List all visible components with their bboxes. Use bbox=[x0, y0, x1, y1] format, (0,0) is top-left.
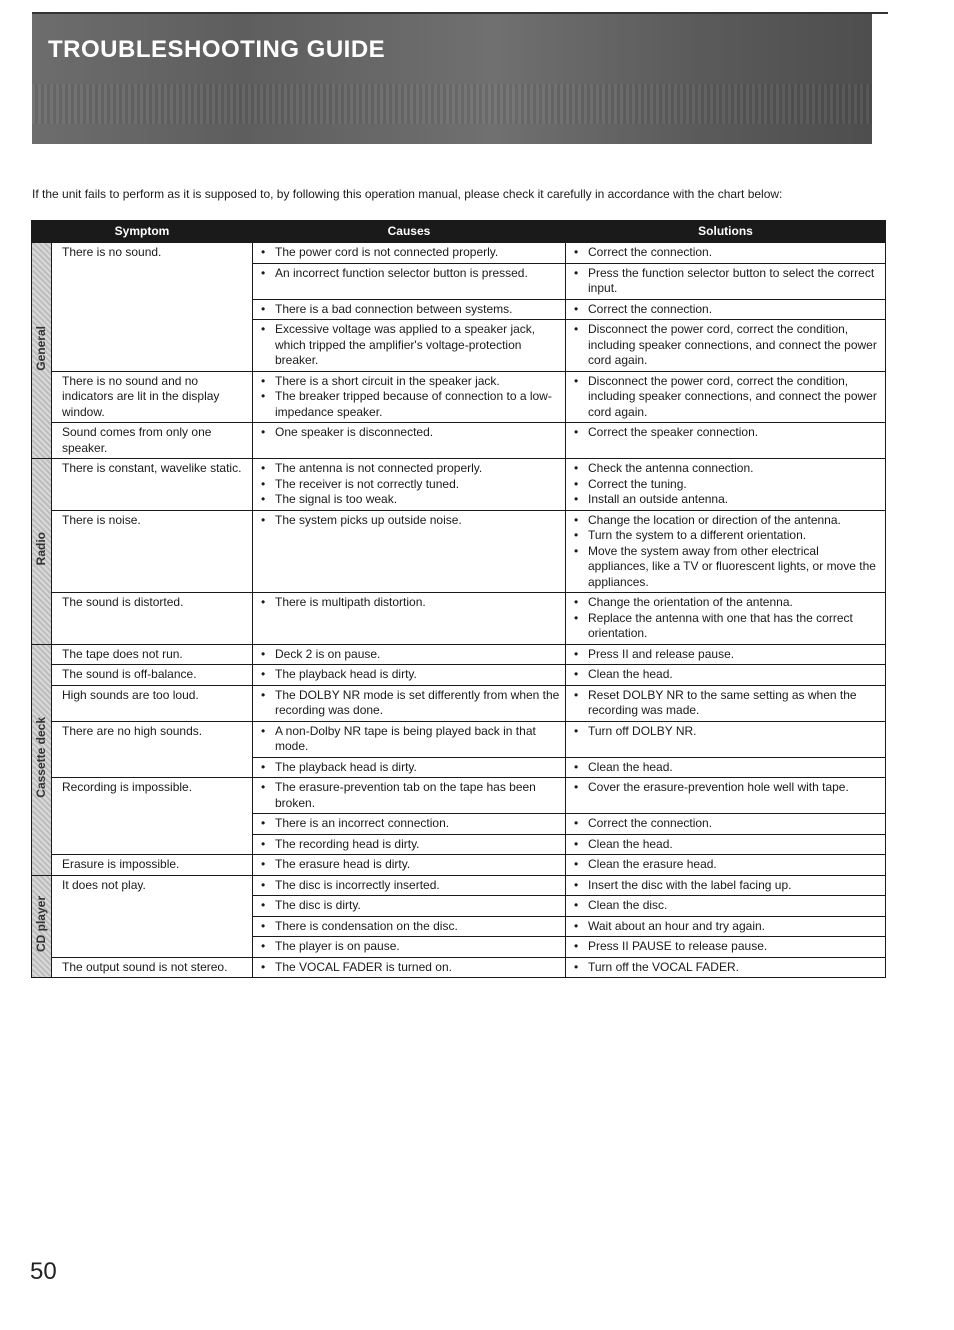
solutions-cell bbox=[566, 371, 886, 423]
cause-item: • The DOLBY NR mode is set differently from when the recording was done. bbox=[261, 688, 561, 719]
solutions-cell bbox=[566, 834, 886, 855]
solution-item: • Install an outside antenna. bbox=[574, 492, 881, 508]
solutions-cell bbox=[566, 665, 886, 686]
causes-cell bbox=[253, 299, 566, 320]
banner-texture bbox=[32, 84, 872, 124]
solutions-cell bbox=[566, 593, 886, 645]
header-solutions: Solutions bbox=[566, 221, 886, 243]
table-row bbox=[32, 510, 886, 593]
category-cassette-deck bbox=[32, 644, 52, 875]
troubleshooting-table bbox=[31, 220, 886, 978]
solution-item: • Press II and release pause. bbox=[574, 647, 881, 663]
causes-cell bbox=[253, 320, 566, 372]
solutions-cell bbox=[566, 937, 886, 958]
table-row bbox=[32, 665, 886, 686]
solution-item: • Press the function selector button to select the correct input. bbox=[574, 266, 881, 297]
solution-item: • Disconnect the power cord, correct the condition, including speaker connections, and connect the power cord again. bbox=[574, 322, 881, 369]
solution-item: • Insert the disc with the label facing up. bbox=[574, 878, 881, 894]
solution-item: • Replace the antenna with one that has the correct orientation. bbox=[574, 611, 881, 642]
symptom-cell: Erasure is impossible. bbox=[52, 855, 253, 876]
cause-item: • The power cord is not connected properly. bbox=[261, 245, 561, 261]
causes-cell bbox=[253, 855, 566, 876]
solution-item: • Clean the head. bbox=[574, 667, 881, 683]
cause-item: • The erasure head is dirty. bbox=[261, 857, 561, 873]
solution-item: • Clean the head. bbox=[574, 837, 881, 853]
solutions-cell bbox=[566, 510, 886, 593]
table-row bbox=[32, 685, 886, 721]
solution-item: • Change the location or direction of the antenna. bbox=[574, 513, 881, 529]
header-causes: Causes bbox=[253, 221, 566, 243]
title-banner bbox=[32, 12, 872, 144]
causes-cell bbox=[253, 263, 566, 299]
solution-item: • Turn off the VOCAL FADER. bbox=[574, 960, 881, 976]
cause-item: • Deck 2 is on pause. bbox=[261, 647, 561, 663]
solution-item: • Clean the disc. bbox=[574, 898, 881, 914]
cause-item: • There is multipath distortion. bbox=[261, 595, 561, 611]
table-row bbox=[32, 778, 886, 814]
causes-cell bbox=[253, 510, 566, 593]
solution-item: • Disconnect the power cord, correct the condition, including speaker connections, and connect the power cord again. bbox=[574, 374, 881, 421]
causes-cell bbox=[253, 371, 566, 423]
table-row bbox=[32, 243, 886, 264]
symptom-cell: It does not play. bbox=[52, 875, 253, 957]
symptom-cell: The output sound is not stereo. bbox=[52, 957, 253, 978]
cause-item: • The VOCAL FADER is turned on. bbox=[261, 960, 561, 976]
table-row bbox=[32, 371, 886, 423]
causes-cell bbox=[253, 757, 566, 778]
table-header-row bbox=[32, 221, 886, 243]
solution-item: • Correct the connection. bbox=[574, 816, 881, 832]
solution-item: • Press II PAUSE to release pause. bbox=[574, 939, 881, 955]
symptom-cell: High sounds are too loud. bbox=[52, 685, 253, 721]
cause-item: • Excessive voltage was applied to a speaker jack, which tripped the amplifier's voltage-protection breaker. bbox=[261, 322, 561, 369]
causes-cell bbox=[253, 937, 566, 958]
solutions-cell bbox=[566, 855, 886, 876]
table-row bbox=[32, 957, 886, 978]
solution-item: • Change the orientation of the antenna. bbox=[574, 595, 881, 611]
solutions-cell bbox=[566, 263, 886, 299]
symptom-cell: The tape does not run. bbox=[52, 644, 253, 665]
causes-cell bbox=[253, 593, 566, 645]
cause-item: • The playback head is dirty. bbox=[261, 667, 561, 683]
causes-cell bbox=[253, 916, 566, 937]
solution-item: • Correct the connection. bbox=[574, 302, 881, 318]
solutions-cell bbox=[566, 299, 886, 320]
cause-item: • The player is on pause. bbox=[261, 939, 561, 955]
cause-item: • The playback head is dirty. bbox=[261, 760, 561, 776]
cause-item: • The signal is too weak. bbox=[261, 492, 561, 508]
causes-cell bbox=[253, 834, 566, 855]
symptom-cell: There is noise. bbox=[52, 510, 253, 593]
cause-item: • The erasure-prevention tab on the tape has been broken. bbox=[261, 780, 561, 811]
solution-item: • Wait about an hour and try again. bbox=[574, 919, 881, 935]
solution-item: • Clean the head. bbox=[574, 760, 881, 776]
banner-rule bbox=[858, 12, 888, 14]
solutions-cell bbox=[566, 957, 886, 978]
category-radio bbox=[32, 459, 52, 645]
header-symptom: Symptom bbox=[32, 221, 253, 243]
symptom-cell: There is no sound and no indicators are lit in the display window. bbox=[52, 371, 253, 423]
solution-item: • Correct the tuning. bbox=[574, 477, 881, 493]
cause-item: • The recording head is dirty. bbox=[261, 837, 561, 853]
symptom-cell: Sound comes from only one speaker. bbox=[52, 423, 253, 459]
cause-item: • There is an incorrect connection. bbox=[261, 816, 561, 832]
solutions-cell bbox=[566, 875, 886, 896]
cause-item: • The disc is incorrectly inserted. bbox=[261, 878, 561, 894]
solution-item: • Turn the system to a different orientation. bbox=[574, 528, 881, 544]
causes-cell bbox=[253, 896, 566, 917]
solutions-cell bbox=[566, 685, 886, 721]
solutions-cell bbox=[566, 320, 886, 372]
category-cd-player bbox=[32, 875, 52, 978]
intro-text: If the unit fails to perform as it is supposed to, by following this operation manual, please check it carefully in accordance with the chart below: bbox=[32, 187, 783, 201]
page-number: 50 bbox=[30, 1258, 57, 1285]
table-row bbox=[32, 459, 886, 511]
category-label: General bbox=[33, 325, 48, 371]
cause-item: • One speaker is disconnected. bbox=[261, 425, 561, 441]
table-row bbox=[32, 423, 886, 459]
solutions-cell bbox=[566, 814, 886, 835]
cause-item: • The antenna is not connected properly. bbox=[261, 461, 561, 477]
solutions-cell bbox=[566, 644, 886, 665]
solution-item: • Reset DOLBY NR to the same setting as when the recording was made. bbox=[574, 688, 881, 719]
solutions-cell bbox=[566, 757, 886, 778]
causes-cell bbox=[253, 665, 566, 686]
causes-cell bbox=[253, 459, 566, 511]
solution-item: • Clean the erasure head. bbox=[574, 857, 881, 873]
category-label: Radio bbox=[33, 532, 48, 566]
symptom-cell: There are no high sounds. bbox=[52, 721, 253, 778]
cause-item: • The receiver is not correctly tuned. bbox=[261, 477, 561, 493]
symptom-cell: The sound is distorted. bbox=[52, 593, 253, 645]
solutions-cell bbox=[566, 896, 886, 917]
solution-item: • Check the antenna connection. bbox=[574, 461, 881, 477]
table-row bbox=[32, 855, 886, 876]
solution-item: • Cover the erasure-prevention hole well with tape. bbox=[574, 780, 881, 796]
cause-item: • The system picks up outside noise. bbox=[261, 513, 561, 529]
causes-cell bbox=[253, 814, 566, 835]
solutions-cell bbox=[566, 916, 886, 937]
symptom-cell: The sound is off-balance. bbox=[52, 665, 253, 686]
causes-cell bbox=[253, 957, 566, 978]
category-label: Cassette deck bbox=[33, 716, 48, 798]
cause-item: • There is a short circuit in the speaker jack. bbox=[261, 374, 561, 390]
symptom-cell: Recording is impossible. bbox=[52, 778, 253, 855]
causes-cell bbox=[253, 644, 566, 665]
causes-cell bbox=[253, 875, 566, 896]
table-row bbox=[32, 593, 886, 645]
causes-cell bbox=[253, 721, 566, 757]
table-row bbox=[32, 875, 886, 896]
solutions-cell bbox=[566, 243, 886, 264]
solutions-cell bbox=[566, 721, 886, 757]
solutions-cell bbox=[566, 423, 886, 459]
cause-item: • The disc is dirty. bbox=[261, 898, 561, 914]
solutions-cell bbox=[566, 459, 886, 511]
cause-item: • The breaker tripped because of connection to a low-impedance speaker. bbox=[261, 389, 561, 420]
category-general bbox=[32, 243, 52, 459]
causes-cell bbox=[253, 685, 566, 721]
cause-item: • An incorrect function selector button is pressed. bbox=[261, 266, 561, 282]
solution-item: • Turn off DOLBY NR. bbox=[574, 724, 881, 740]
page-title: TROUBLESHOOTING GUIDE bbox=[48, 36, 386, 63]
category-label: CD player bbox=[33, 895, 48, 953]
solution-item: • Move the system away from other electrical appliances, like a TV or fluorescent lights, or move the appliances. bbox=[574, 544, 881, 591]
table-row bbox=[32, 721, 886, 757]
solutions-cell bbox=[566, 778, 886, 814]
causes-cell bbox=[253, 778, 566, 814]
symptom-cell: There is constant, wavelike static. bbox=[52, 459, 253, 511]
solution-item: • Correct the connection. bbox=[574, 245, 881, 261]
causes-cell bbox=[253, 243, 566, 264]
solution-item: • Correct the speaker connection. bbox=[574, 425, 881, 441]
cause-item: • There is a bad connection between systems. bbox=[261, 302, 561, 318]
cause-item: • A non-Dolby NR tape is being played back in that mode. bbox=[261, 724, 561, 755]
causes-cell bbox=[253, 423, 566, 459]
symptom-cell: There is no sound. bbox=[52, 243, 253, 372]
cause-item: • There is condensation on the disc. bbox=[261, 919, 561, 935]
table-row bbox=[32, 644, 886, 665]
